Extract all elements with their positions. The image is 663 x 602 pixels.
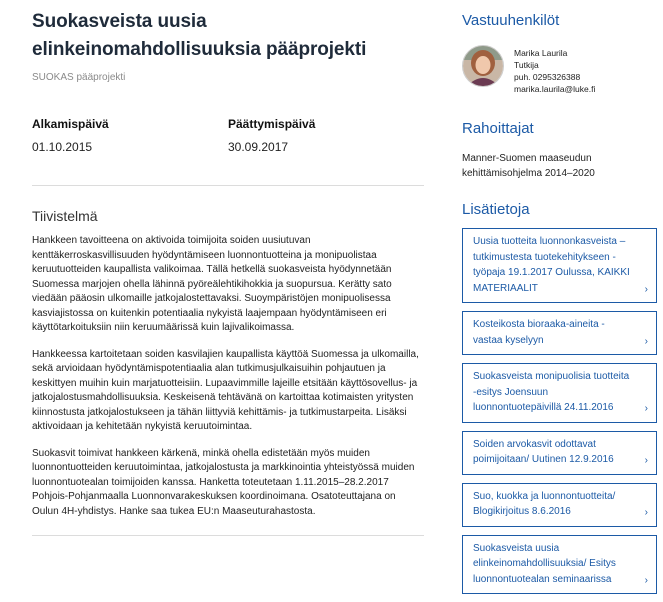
end-date — [228, 117, 424, 154]
abstract-paragraph: Hankkeessa kartoitetaan soiden kasvilajien kaupallista käyttöä Suomessa ja ulkomailla, sekä arvioidaan hyödyntämispotentiaalia alan tutkimusjulkaisuihin pohjautuen ja keskittyen muihin kuin marjatuotteisiin. Lupaavimmille lajeille etsitään käyttösovellus- ja jatkojalostusmahdollisuuksia. Keskeisenä tehtävänä on kartoittaa kotimaisten yritysten kiinnostusta jatkojalostukseen ja tähän liittyviä kehittämis- ja tutkimustarpeita. Lisäksi aktivoidaan ja kehitetään nykyistä keruutoimintaa. — [32, 348, 419, 432]
divider — [32, 535, 424, 536]
contacts-heading: Vastuuhenkilöt — [462, 12, 560, 29]
abstract-body — [32, 234, 424, 519]
more-info-link[interactable] — [462, 311, 657, 355]
start-date-value: 01.10.2015 — [32, 140, 93, 154]
chevron-right-icon: › — [644, 455, 648, 466]
link-label: Kosteikosta bioraaka-aineita - vastaa kyselyyn — [473, 319, 605, 346]
chevron-right-icon: › — [644, 507, 648, 518]
start-date — [32, 117, 228, 154]
more-info-link[interactable] — [462, 363, 657, 423]
abstract-heading: Tiivistelmä — [32, 208, 98, 224]
link-label: Uusia tuotteita luonnonkasveista – tutkimustesta tuotekehitykseen -työpaja 19.1.2017 Oulussa, KAIKKI MATERIAALIT — [473, 236, 630, 294]
contact-email[interactable]: marika.laurila@luke.fi — [514, 84, 596, 94]
funders-heading: Rahoittajat — [462, 120, 534, 137]
more-info-link[interactable] — [462, 483, 657, 527]
dates-row — [32, 117, 424, 154]
contact-info — [514, 47, 595, 95]
avatar — [462, 45, 504, 87]
contact-phone: puh. 0295326388 — [514, 72, 581, 82]
contact-role: Tutkija — [514, 60, 539, 70]
contact-person — [462, 45, 655, 95]
page-title: Suokasveista uusia elinkeinomahdollisuuksia pääprojekti — [32, 11, 367, 60]
more-info-links — [462, 228, 655, 594]
link-label: Suokasveista monipuolisia tuotteita -esitys Joensuun luonnontuotepäivillä 24.11.2016 — [473, 371, 630, 413]
sidebar — [462, 0, 655, 602]
abstract-paragraph: Suokasvit toimivat hankkeen kärkenä, minkä ohella edistetään myös muiden luonnontuotteiden keruutoimintaa, jatkojalostusta ja markkinointia yhteistyössä muiden luonnontuotealan toimijoiden kanssa. Hanketta toteutetaan 1.11.2015–28.2.2017 Pohjois-Pohjanmaalla Luonnonvarakeskuksen koordinoimana. Osatoteuttajana on Oulun 4H-yhdistys. Hanke saa tukea EU:n Maaseuturahastosta. — [32, 447, 415, 517]
end-date-label: Päättymispäivä — [228, 117, 316, 131]
more-info-link[interactable] — [462, 228, 657, 303]
main-content — [32, 0, 424, 536]
funder-text: Manner-Suomen maaseudun kehittämisohjelma 2014–2020 — [462, 153, 595, 179]
more-info-link[interactable] — [462, 431, 657, 475]
link-label: Suo, kuokka ja luonnontuotteita/ Blogikirjoitus 8.6.2016 — [473, 490, 616, 517]
link-label: Soiden arvokasvit odottavat poimijoitaan/ Uutinen 12.9.2016 — [473, 438, 614, 465]
start-date-label: Alkamispäivä — [32, 117, 109, 131]
more-info-heading: Lisätietoja — [462, 201, 530, 218]
chevron-right-icon: › — [644, 574, 648, 586]
contact-name: Marika Laurila — [514, 48, 568, 58]
chevron-right-icon: › — [644, 283, 648, 295]
chevron-right-icon: › — [644, 335, 648, 347]
more-info-link[interactable] — [462, 535, 657, 595]
abstract-paragraph: Hankkeen tavoitteena on aktivoida toimijoita soiden uusiutuvan kenttäkerroskasvillisuuden hyödyntämiseen luonnontuotteina ja monipuolistaa keruutuotteiden kaupallista valikoimaa. Tällä hetkellä suokasveista hyödynnetään Suomessa marjojen ohella lähinnä pyöreälehtikihokkia ja suopursua. Kerätty sato viedään pääosin ulkomaille jatkojalostettavaksi. Suoympäristöjen monipuolisessa kasviajistossa on kuitenkin potentiaalia nykyistä laajempaan hyödyntämiseen eri käyttötarkoituksiin niin keruumäärissä kuin lajivalikoimassa. — [32, 235, 392, 333]
end-date-value: 30.09.2017 — [228, 140, 289, 154]
chevron-right-icon: › — [644, 403, 648, 414]
page-subtitle: SUOKAS pääprojekti — [32, 72, 126, 83]
divider — [32, 185, 424, 186]
link-label: Suokasveista uusia elinkeinomahdollisuuksia/ Esitys luonnontuotealan seminaarissa — [473, 542, 616, 585]
